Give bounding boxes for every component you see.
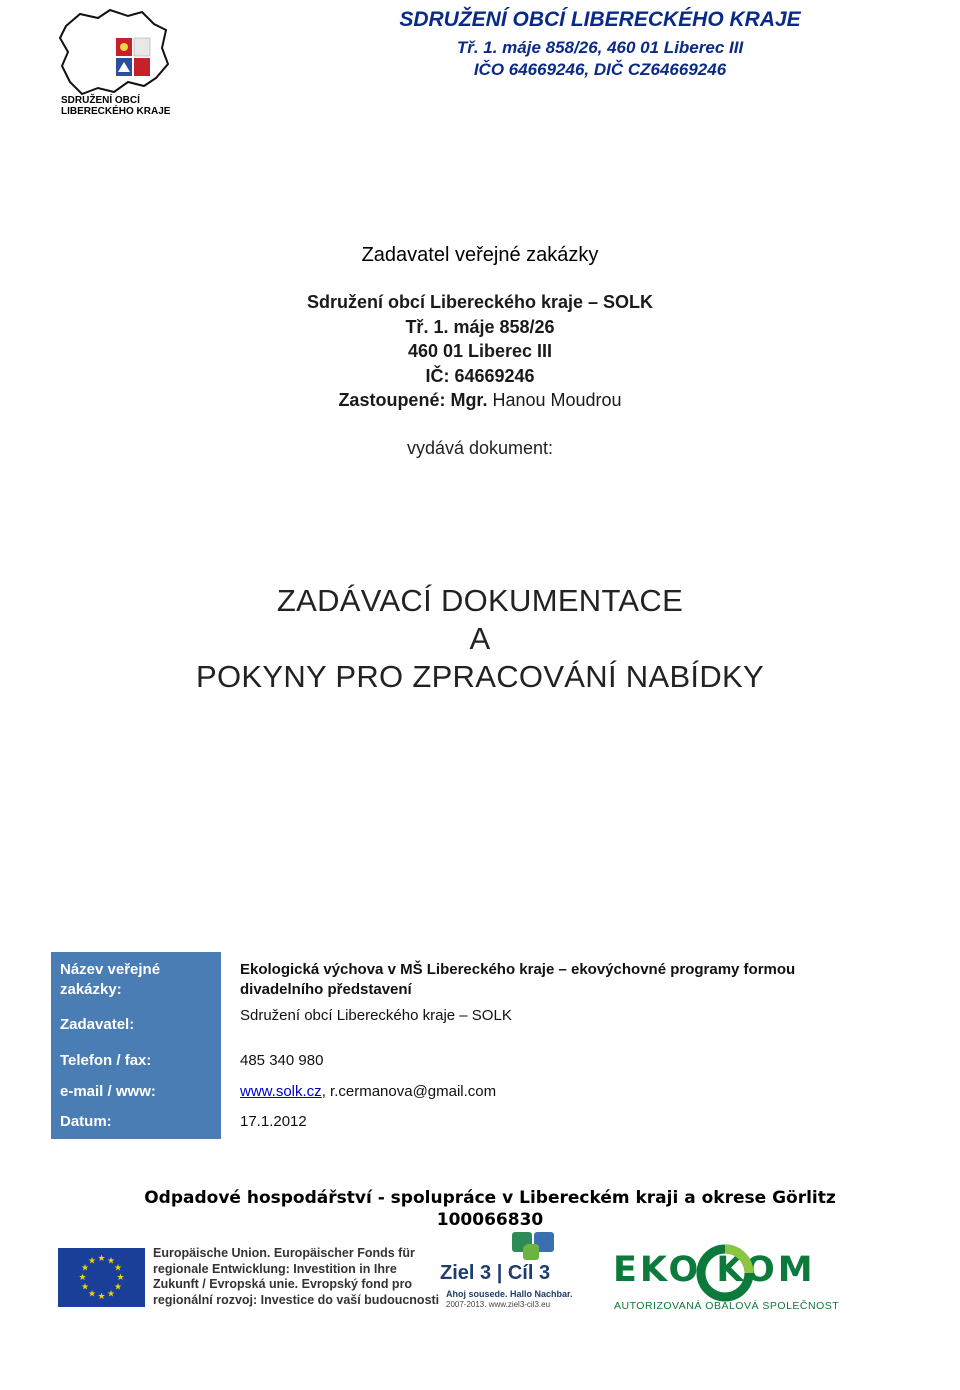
ekokom-logo-text: EKO KOM [613,1250,816,1290]
issuer-label: Zadavatel veřejné zakázky [361,244,599,266]
name-label: Název veřejné zakázky: [60,961,161,998]
eu-flag-icon [58,1248,145,1307]
recycle-ring-icon [696,1244,754,1302]
date-value: 17.1.2012 [240,1113,307,1130]
svg-text:★: ★ [78,1273,87,1283]
phone-label: Telefon / fax: [60,1052,152,1069]
project-number: 100066830 [436,1210,544,1230]
svg-text:★: ★ [80,1282,90,1293]
svg-text:★: ★ [97,1254,106,1264]
date-label: Datum: [60,1113,112,1130]
ziel3-slogan: Ahoj sousede. Hallo Nachbar. [446,1289,573,1299]
svg-text:★: ★ [97,1292,106,1302]
contact-value: www.solk.cz, r.cermanova@gmail.com [240,1083,497,1100]
svg-text:★: ★ [106,1289,116,1300]
svg-text:★: ★ [87,1289,97,1300]
ziel3-period: 2007-2013. www.ziel3-cil3.eu [446,1300,551,1309]
org-ids: IČO 64669246, DIČ CZ64669246 [473,60,727,79]
svg-text:★: ★ [116,1273,125,1283]
email-label: e-mail / www: [60,1083,156,1100]
issuer-address [0,290,960,413]
project-title: Odpadové hospodářství - spolupráce v Libereckém kraji a okrese Görlitz [144,1188,836,1208]
logo-text: SDRUŽENÍ OBCÍ LIBERECKÉHO KRAJE [61,95,171,117]
document-title: ZADÁVACÍ DOKUMENTACE A POKYNY PRO ZPRACOVÁNÍ NABÍDKY [196,583,764,694]
phone-value: 485 340 980 [240,1052,324,1069]
ekokom-subtitle: AUTORIZOVANÁ OBALOVÁ SPOLEČNOST [614,1300,840,1312]
contractor-label: Zadavatel: [60,1016,135,1033]
svg-text:★: ★ [113,1263,123,1274]
issuer-represented: Zastoupené: Mgr. Hanou Moudrou [338,390,622,410]
svg-text:★: ★ [113,1282,123,1293]
issuer-name: Sdružení obcí Libereckého kraje – SOLK [306,292,654,312]
contractor-value: Sdružení obcí Libereckého kraje – SOLK [240,1007,512,1024]
www-link[interactable]: www.solk.cz [240,1083,322,1100]
org-name: SDRUŽENÍ OBCÍ LIBERECKÉHO KRAJE [399,8,801,31]
svg-text:★: ★ [87,1256,97,1267]
issuer-city: 460 01 Liberec III [407,341,553,361]
name-value: Ekologická výchova v MŠ Libereckého kraje – ekovýchovné programy formou divadelního představení [240,961,796,998]
eu-fund-text: Europäische Union. Europäischer Fonds für regionale Entwicklung: Investition in Ihre Zukunft / Evropská unie. Evropský fond pro regionální rozvoj: Investice do vaší budoucnosti [153,1246,440,1307]
email-address[interactable]: r.cermanova@gmail.com [330,1083,497,1100]
ziel3-title: Ziel 3 | Cíl 3 [440,1262,551,1284]
org-address: Tř. 1. máje 858/26, 460 01 Liberec III [456,38,744,57]
issuer-ic: IČ: 64669246 [425,365,535,386]
issuer-street: Tř. 1. máje 858/26 [405,316,555,337]
issues-text: vydává dokument: [406,438,554,458]
svg-text:★: ★ [80,1263,90,1274]
svg-text:★: ★ [106,1256,116,1267]
